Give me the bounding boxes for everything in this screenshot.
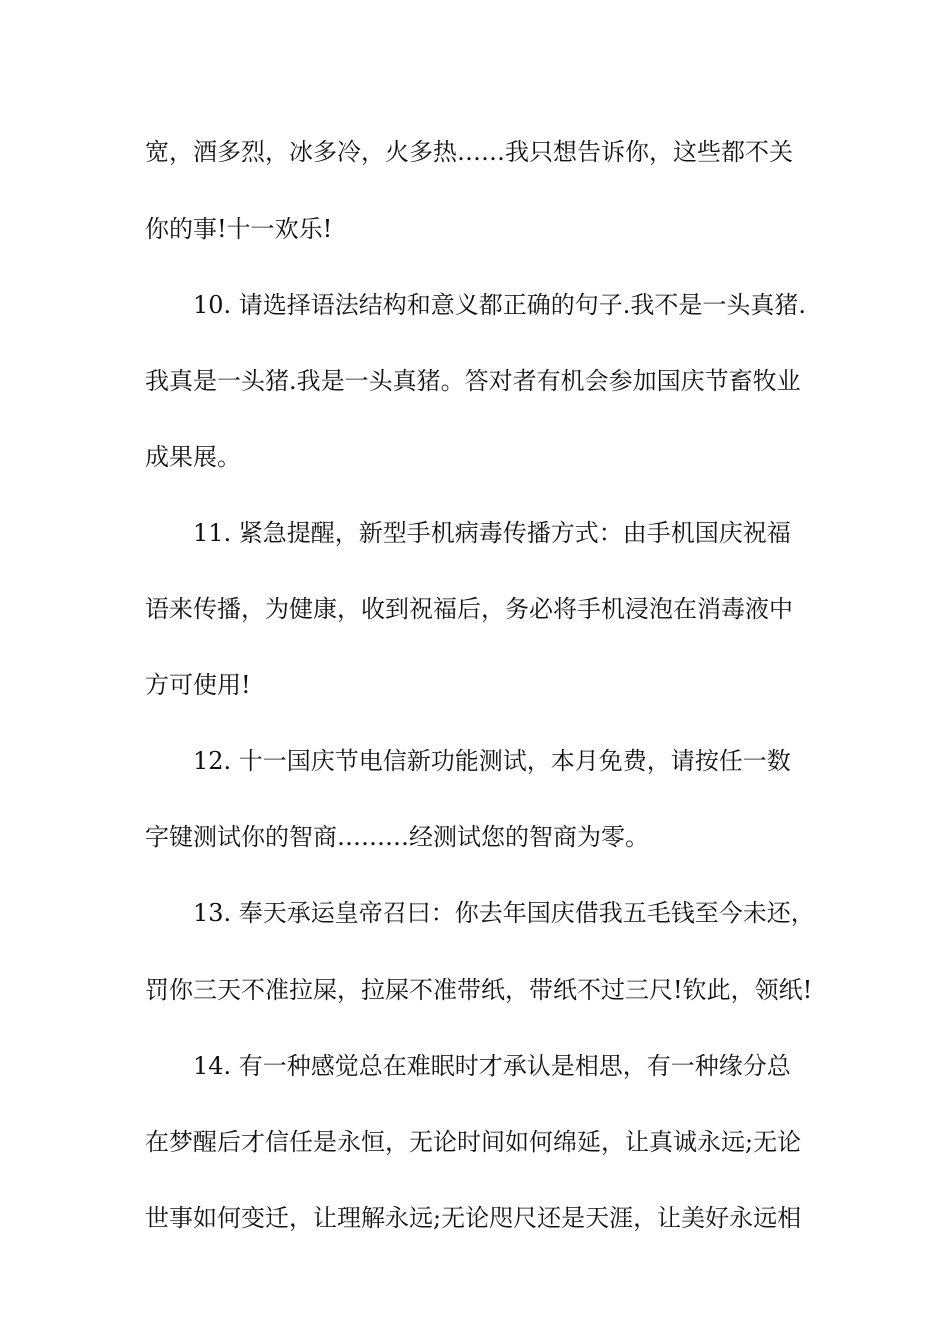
item-12-line: 12. 十一国庆节电信新功能测试，本月免费，请按任一数: [193, 747, 791, 775]
text-line: 成果展。: [145, 443, 241, 471]
text-line: 字键测试你的智商………经测试您的智商为零。: [145, 823, 649, 851]
item-13-line: 13. 奉天承运皇帝召曰：你去年国庆借我五毛钱至今未还，: [193, 899, 815, 927]
text-line: 方可使用!: [145, 671, 251, 699]
text-line: 你的事!十一欢乐!: [145, 215, 333, 243]
text-line: 世事如何变迁，让理解永远;无论咫尺还是天涯，让美好永远相: [145, 1204, 802, 1232]
item-11-line: 11. 紧急提醒，新型手机病毒传播方式：由手机国庆祝福: [193, 519, 791, 547]
text-line: 语来传播，为健康，收到祝福后，务必将手机浸泡在消毒液中: [145, 595, 793, 623]
text-line: 我真是一头猪.我是一头真猪。答对者有机会参加国庆节畜牧业: [145, 367, 801, 395]
text-line: 在梦醒后才信任是永恒，无论时间如何绵延，让真诚永远;无论: [145, 1128, 802, 1156]
text-line: 宽，酒多烈，冰多冷，火多热……我只想告诉你，这些都不关: [145, 138, 793, 166]
text-line: 罚你三天不准拉屎，拉屎不准带纸，带纸不过三尺!钦此，领纸!: [145, 976, 813, 1004]
item-14-line: 14. 有一种感觉总在难眠时才承认是相思，有一种缘分总: [193, 1052, 791, 1080]
item-10-line: 10. 请选择语法结构和意义都正确的句子.我不是一头真猪.: [193, 291, 807, 319]
